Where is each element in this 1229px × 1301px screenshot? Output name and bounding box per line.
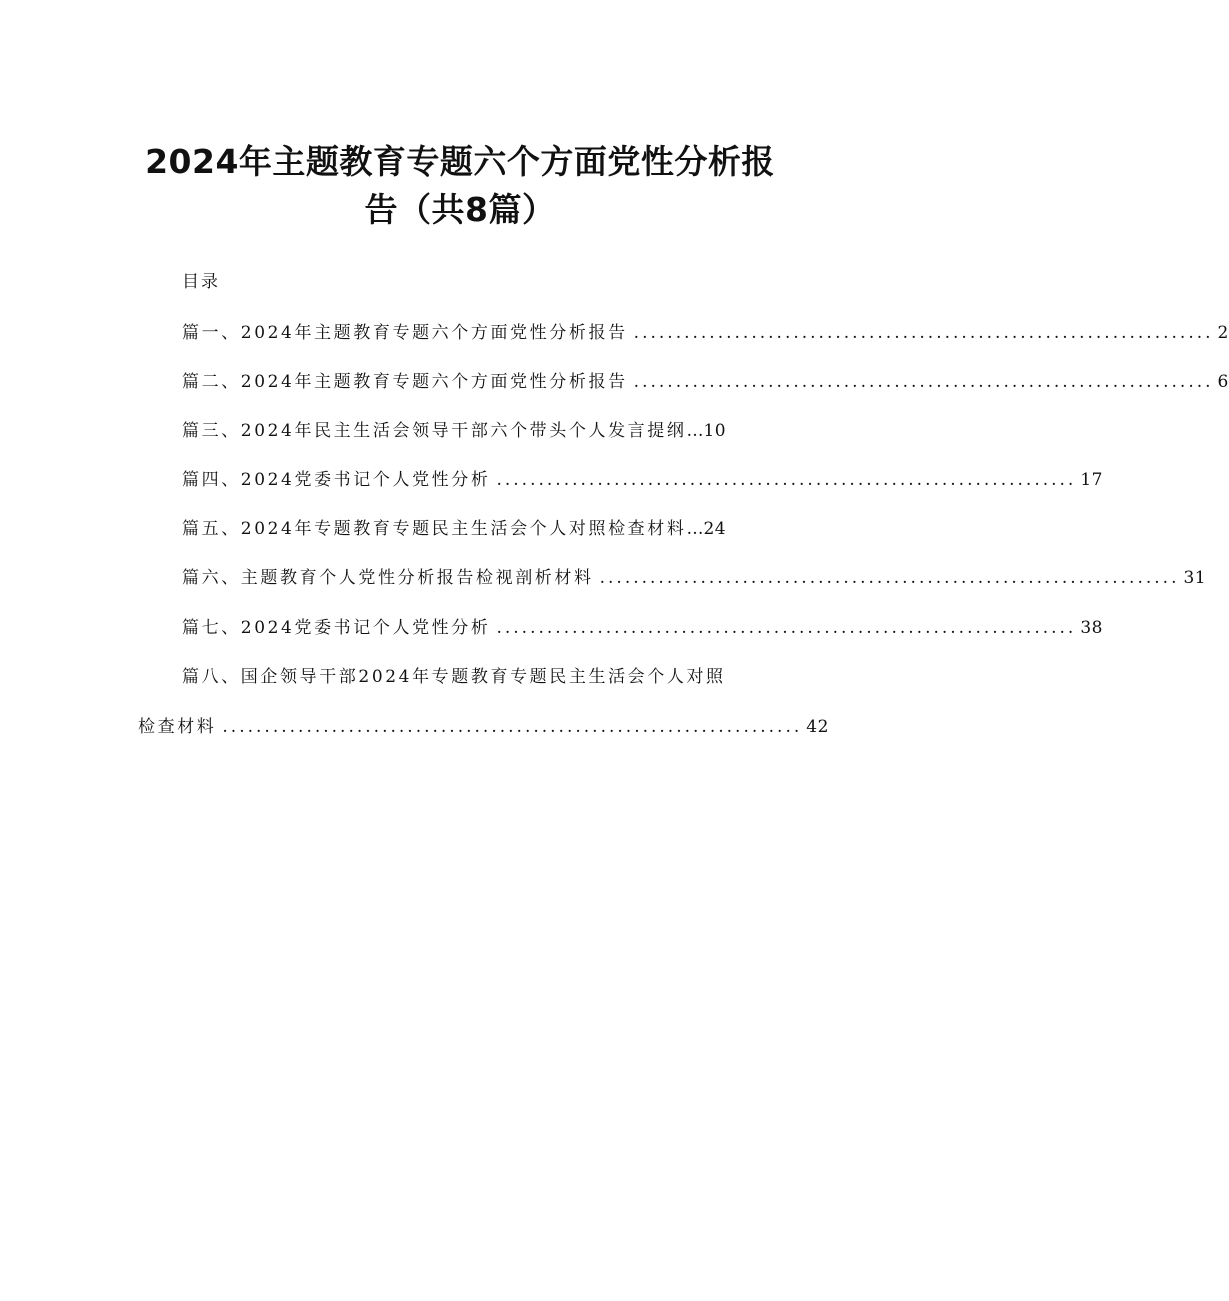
toc-leader-ellipsis: … xyxy=(686,519,704,539)
toc-entry-3[interactable] xyxy=(182,418,778,444)
toc-leader-dots: ..................................................................... xyxy=(599,568,1180,588)
toc-entry-5[interactable] xyxy=(182,516,778,542)
toc-entry-title: 篇四、2024党委书记个人党性分析 xyxy=(182,470,491,490)
toc-leader-dots: ..................................................................... xyxy=(496,618,1077,638)
toc-page-number: 10 xyxy=(703,421,727,441)
document-title-line-2: 告（共8篇） xyxy=(364,190,556,229)
toc-entry-8-continued[interactable] xyxy=(138,714,829,740)
toc-leader-dots: ..................................................................... xyxy=(633,323,1214,343)
toc-page-number: 6 xyxy=(1217,372,1229,392)
toc-entry-7[interactable] xyxy=(182,615,1103,641)
toc-entry-title: 篇七、2024党委书记个人党性分析 xyxy=(182,618,491,638)
toc-page-number: 42 xyxy=(806,717,829,737)
document-title-line-1: 2024年主题教育专题六个方面党性分析报 xyxy=(145,142,775,181)
toc-page-number: 17 xyxy=(1080,470,1103,490)
toc-entry-title: 篇三、2024年民主生活会领导干部六个带头个人发言提纲 xyxy=(182,421,687,441)
toc-page-number: 31 xyxy=(1183,568,1207,588)
toc-entry-title: 篇八、国企领导干部2024年专题教育专题民主生活会个人对照 xyxy=(182,667,726,687)
toc-leader-dots: ..................................................................... xyxy=(496,470,1077,490)
toc-page-number: 24 xyxy=(703,519,727,539)
toc-leader-ellipsis: … xyxy=(686,421,704,441)
toc-leader-dots: ..................................................................... xyxy=(633,372,1214,392)
toc-page-number: 38 xyxy=(1080,618,1103,638)
toc-entry-8[interactable] xyxy=(182,664,778,690)
toc-entry-6[interactable] xyxy=(182,565,1207,591)
toc-entry-title: 篇六、主题教育个人党性分析报告检视剖析材料 xyxy=(182,568,594,588)
toc-entry-title: 篇二、2024年主题教育专题六个方面党性分析报告 xyxy=(182,372,628,392)
toc-entry-title: 检查材料 xyxy=(138,717,217,737)
toc-entry-title: 篇一、2024年主题教育专题六个方面党性分析报告 xyxy=(182,323,628,343)
toc-leader-dots: ..................................................................... xyxy=(222,717,803,737)
toc-entry-title: 篇五、2024年专题教育专题民主生活会个人对照检查材料 xyxy=(182,519,687,539)
toc-heading: 目录 xyxy=(182,272,220,292)
toc-entry-1[interactable] xyxy=(182,320,1229,346)
toc-entry-4[interactable] xyxy=(182,467,1103,493)
toc-entry-2[interactable] xyxy=(182,369,1229,395)
toc-page-number: 2 xyxy=(1217,323,1229,343)
